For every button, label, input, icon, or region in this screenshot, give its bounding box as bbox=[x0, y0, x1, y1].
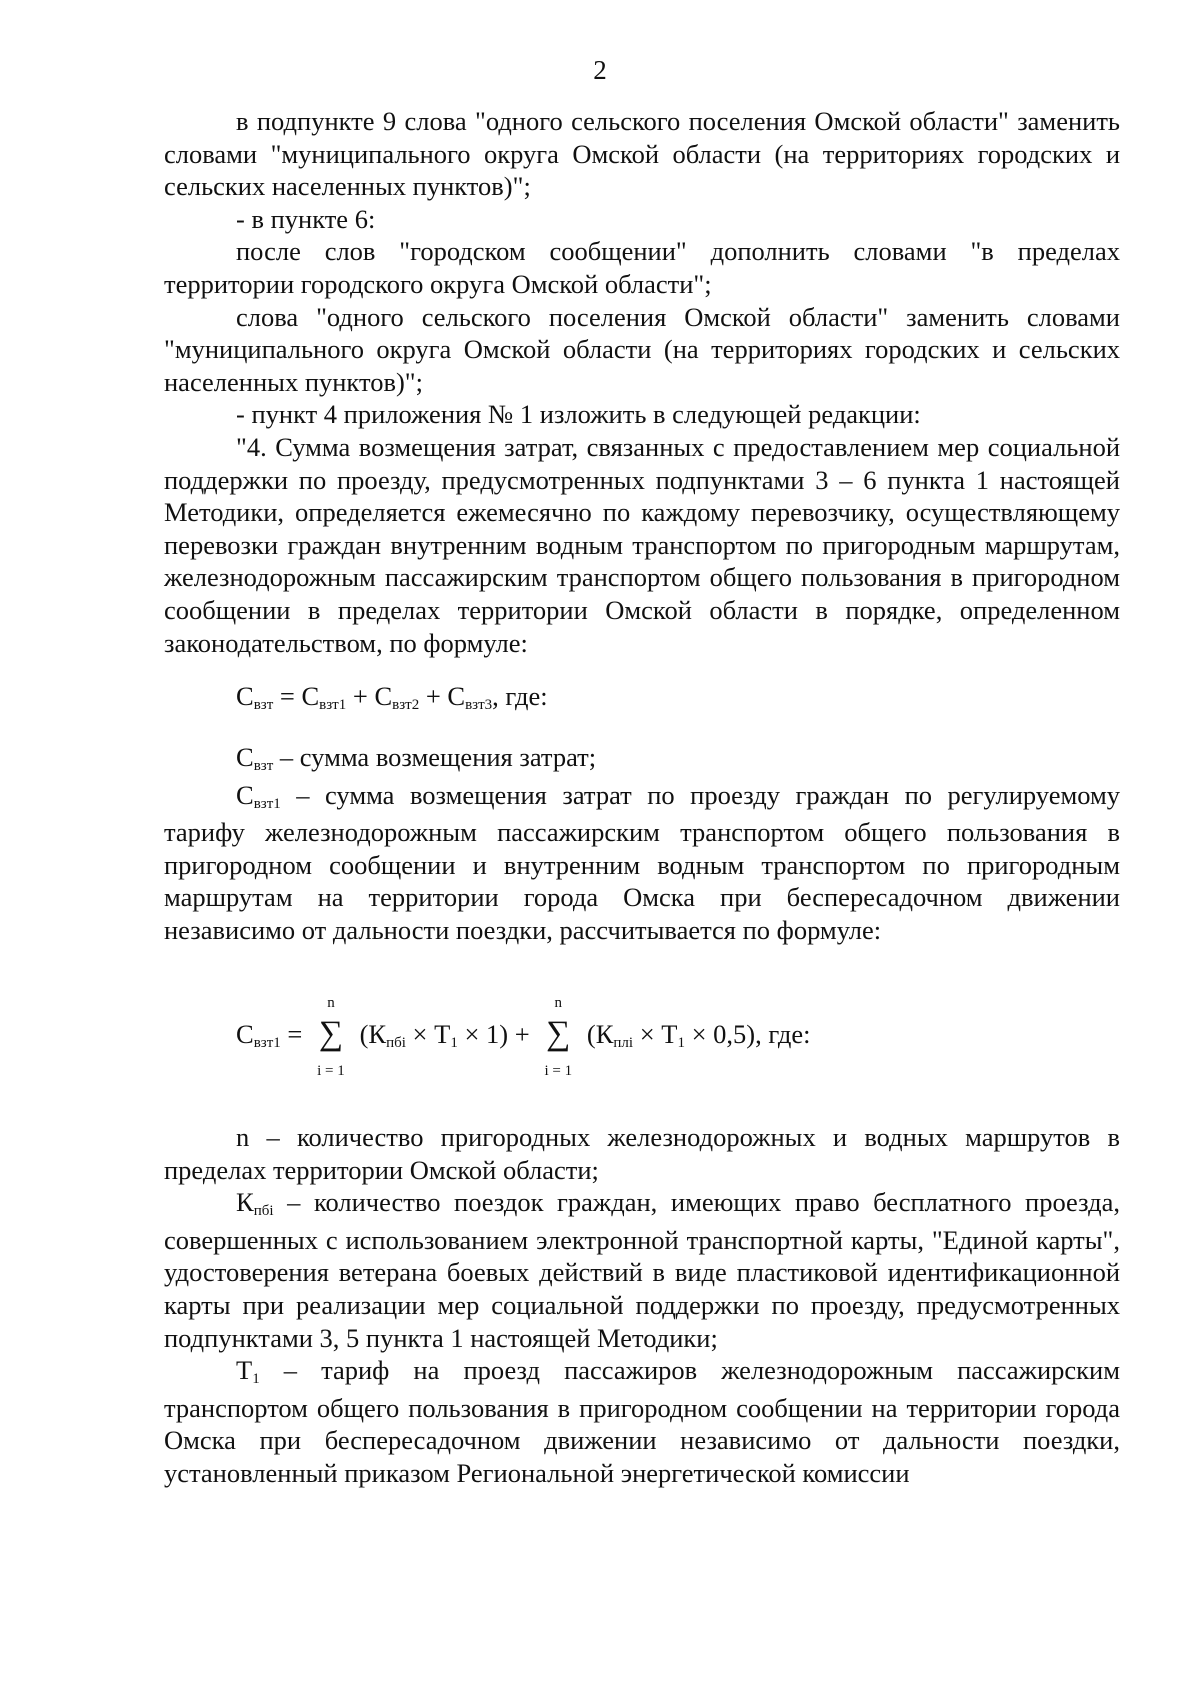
page-number: 2 bbox=[593, 55, 607, 85]
paragraph: в подпункте 9 слова "одного сельского поселения Омской области" заменить словами "муниципального округа Омской области (на территориях городских и сельских населенных пунктов)"; bbox=[164, 106, 1120, 202]
paragraph: после слов "городском сообщении" дополнить словами "в пределах территории городского округа Омской области"; bbox=[164, 236, 1120, 299]
definition-t1: $Т_1$ – тариф на проезд пассажиров железнодорожным пассажирским транспортом общего пользования в пригородном сообщении на территории города Омска при беспересадочном движении независимо от дальности поездки, установленный приказом Региональной энергетической комиссии bbox=[164, 1355, 1120, 1488]
formula-total: $С_{взт} = С_{взт1} + С_{взт2} + С_{взт3}$, где: bbox=[236, 681, 548, 713]
summation-symbol: n ∑ i = 1 bbox=[317, 994, 345, 1079]
definition-n: n – количество пригородных железнодорожных и водных маршрутов в пределах территории Омской области; bbox=[164, 1122, 1120, 1185]
definition-cvzt: $С_{взт}$ – сумма возмещения затрат; $С_{взт1}$ – сумма возмещения затрат по проезду граждан по регулируемому тарифу железнодорожным пассажирским транспортом общего пользования в пригородном сообщении и внутренним водным транспортом по пригородным маршрутам на территории города Омска при беспересадочном движении независимо от дальности поездки, рассчитывается по формуле: bbox=[164, 742, 1120, 945]
definition-cvzt1: $С_{взт1}$ – сумма возмещения затрат по проезду граждан по регулируемому тарифу железнодорожным пассажирским транспортом общего пользования в пригородном сообщении и внутренним водным транспортом по пригородным маршрутам на территории города Омска при беспересадочном движении независимо от дальности поездки, рассчитывается по формуле: bbox=[164, 779, 1120, 945]
variable-definitions bbox=[164, 1121, 1120, 1490]
formula-cvzt1: $С_{взт1}$ = n ∑ i = 1 $(К_{пбi} \times Т_1 \times 1)$ + n ∑ i = 1 $(К_{плi} \times Т_1 \times 0,5)$, где: bbox=[236, 994, 811, 1079]
paragraph: "4. Сумма возмещения затрат, связанных с предоставлением мер социальной поддержки по проезду, предусмотренных подпунктами 3 – 6 пункта 1 настоящей Методики, определяется ежемесячно по каждому перевозчику, осуществляющему перевозки граждан внутренним водным транспортом по пригородным маршрутам, железнодорожным пассажирским транспортом общего пользования в пригородном сообщении в пределах территории Омской области в порядке, определенном законодательством, по формуле: bbox=[164, 431, 1120, 658]
definition-kpbi: $К_{пбi}$ – количество поездок граждан, имеющих право бесплатного проезда, совершенных с использованием электронной транспортной карты, "Единой карты", удостоверения ветерана боевых действий в виде пластиковой идентификационной карты при реализации мер социальной поддержки по проезду, предусмотренных подпунктами 3, 5 пункта 1 настоящей Методики; bbox=[164, 1187, 1120, 1353]
summation-symbol: n ∑ i = 1 bbox=[544, 994, 573, 1079]
paragraph: - пункт 4 приложения № 1 изложить в следующей редакции: bbox=[236, 399, 921, 430]
paragraph: слова "одного сельского поселения Омской области" заменить словами "муниципального округа Омской области (на территориях городских и сельских населенных пунктов)"; bbox=[164, 301, 1120, 397]
amendment-text-block bbox=[164, 105, 1120, 659]
paragraph: - в пункте 6: bbox=[236, 203, 376, 234]
